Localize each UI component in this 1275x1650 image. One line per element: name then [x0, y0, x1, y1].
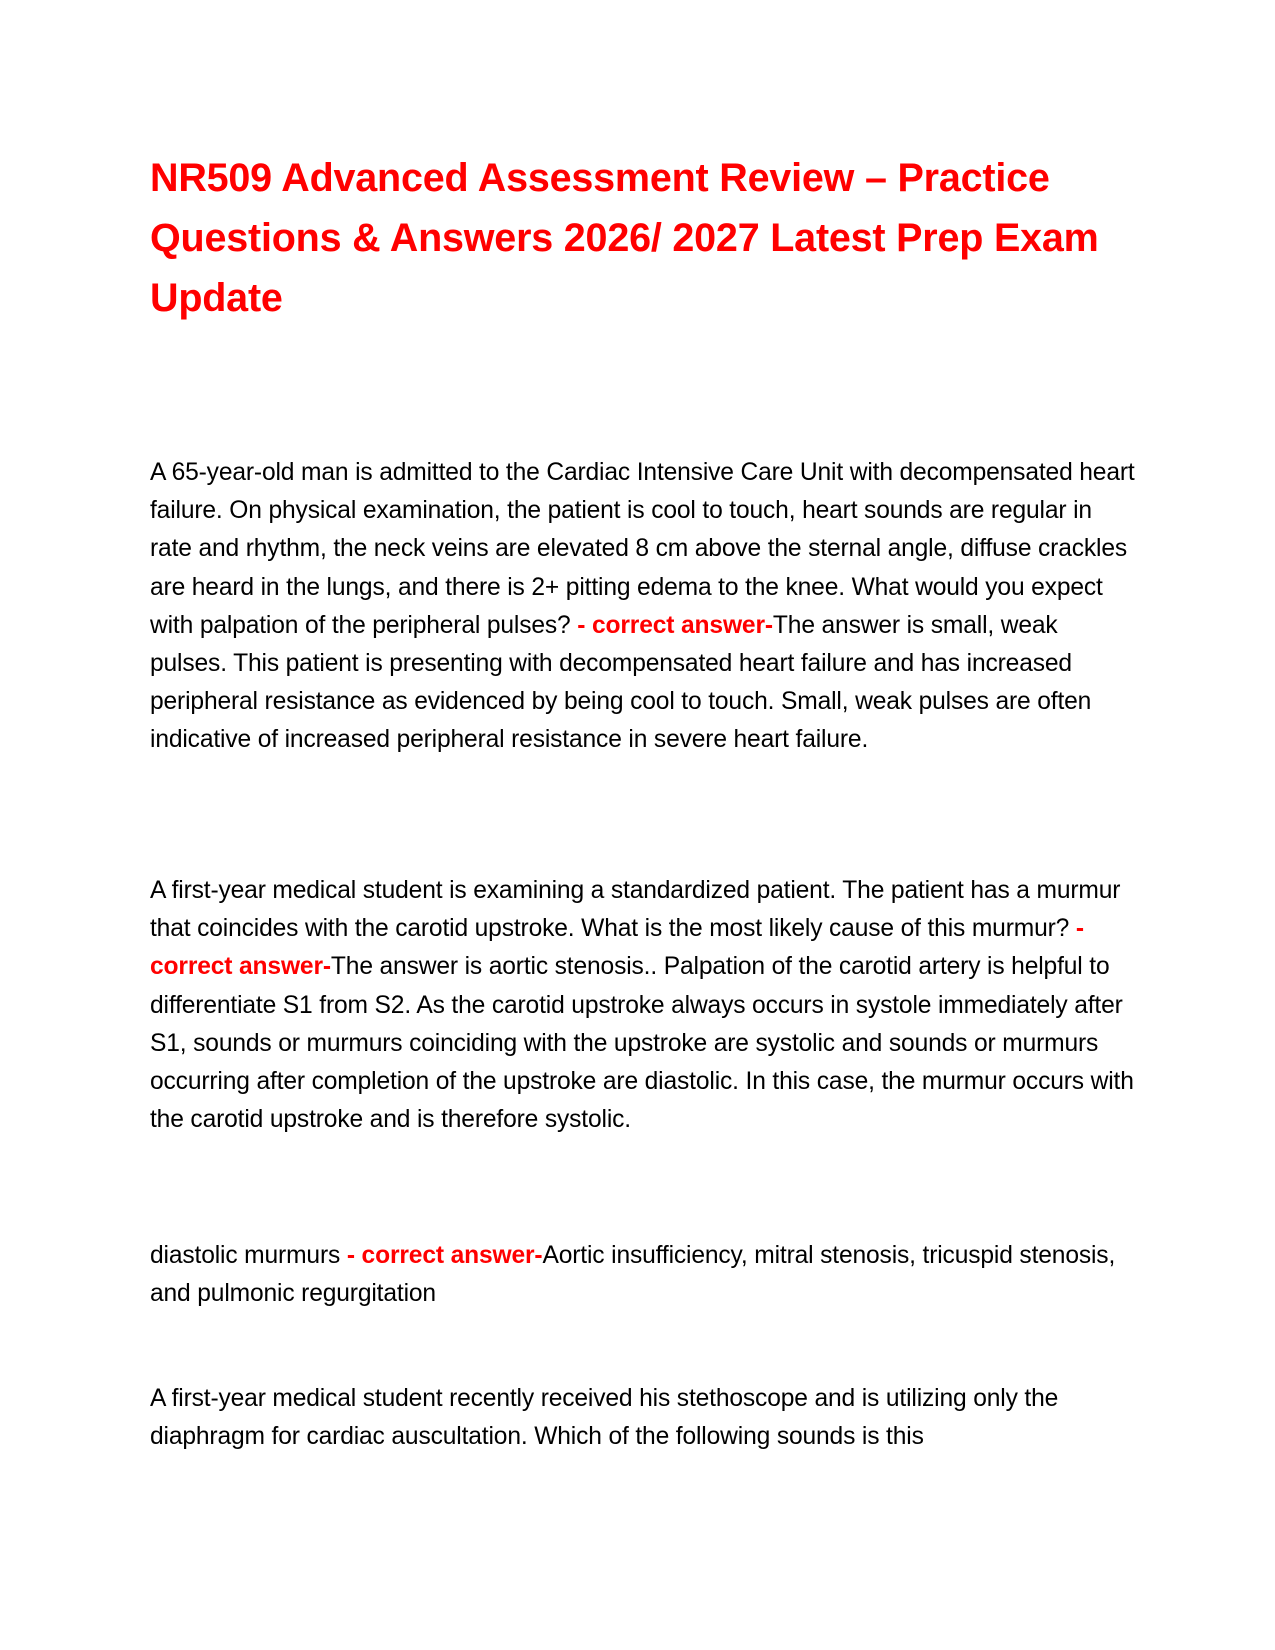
answer-text: Aortic insufficiency, mitral stenosis, tricuspid stenosis, and pulmonic regurgitation: [150, 1242, 1116, 1308]
correct-answer-marker: - correct answer-: [346, 1242, 543, 1269]
document-title: NR509 Advanced Assessment Review – Practice Questions & Answers 2026/ 2027 Latest Prep Exam Update: [150, 156, 1099, 320]
correct-answer-marker: - correct answer-: [577, 611, 773, 639]
question-text: diastolic murmurs: [150, 1242, 347, 1269]
answer-text: The answer is small, weak pulses. This patient is presenting with decompensated heart failure and has increased peripheral resistance as evidenced by being cool to touch. Small, weak pulses are often indicative of increased peripheral resistance in severe heart failure.: [150, 611, 1092, 754]
question-text: A first-year medical student recently received his stethoscope and is utilizing only the diaphragm for cardiac auscultation. Which of the following sounds is this: [150, 1385, 1059, 1451]
correct-answer-marker: - correct answer-: [150, 915, 1084, 981]
question-text: A first-year medical student is examining a standardized patient. The patient has a murmur that coincides with the carotid upstroke. What is the most likely cause of this murmur?: [150, 877, 1121, 943]
qa-item: [150, 454, 1140, 760]
qa-item: [150, 872, 1140, 1139]
qa-item: [150, 1380, 1140, 1456]
answer-text: The answer is aortic stenosis.. Palpation of the carotid artery is helpful to differentiate S1 from S2. As the carotid upstroke always occurs in systole immediately after S1, sounds or murmurs coinciding with the upstroke are systolic and sounds or murmurs occurring after completion of the upstroke are diastolic. In this case, the murmur occurs with the carotid upstroke and is therefore systolic.: [150, 953, 1134, 1134]
qa-item: [150, 1237, 1140, 1313]
question-text: A 65-year-old man is admitted to the Cardiac Intensive Care Unit with decompensated heart failure. On physical examination, the patient is cool to touch, heart sounds are regular in rate and rhythm, the neck veins are elevated 8 cm above the sternal angle, diffuse crackles are heard in the lungs, and there is 2+ pitting edema to the knee. What would you expect with palpation of the peripheral pulses?: [150, 459, 1135, 639]
